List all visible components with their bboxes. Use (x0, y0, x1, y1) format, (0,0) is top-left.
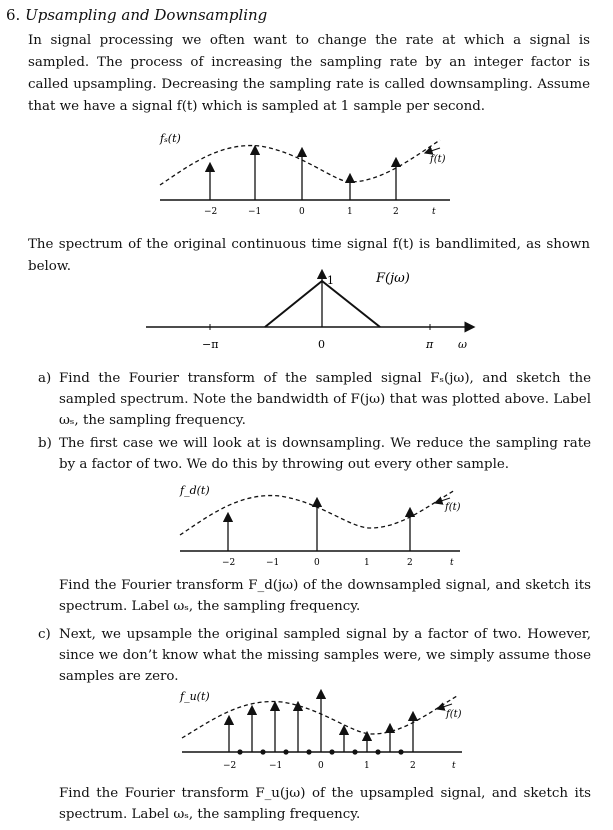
fig1-ylabel: fₛ(t) (160, 132, 181, 145)
spectrum-sentence: The spectrum of the original continuous time signal f(t) is bandlimited, as shown below. (28, 237, 590, 274)
part-a-label: a) (38, 371, 52, 386)
fig1-curve-label: f(t) (430, 154, 446, 165)
fig2-curve-label: f(t) (445, 502, 461, 513)
fig3-axis-label: t (452, 761, 456, 771)
spectrum-right-label: π (426, 338, 434, 351)
fig1-tick: −2 (204, 207, 218, 217)
fig1-tick: 0 (299, 207, 305, 217)
spectrum-title: F(jω) (376, 271, 410, 286)
fig3-curve-label: f(t) (446, 709, 462, 720)
fig3-zero-sample (352, 749, 357, 754)
fig1-curve-pointer (428, 148, 440, 152)
part-a (38, 368, 591, 431)
fig2-tick: −1 (266, 558, 280, 568)
fig2-tick: 2 (407, 558, 413, 568)
spectrum-left-label: −π (202, 338, 219, 351)
part-c-label: c) (38, 627, 51, 642)
part-b-after-text: Find the Fourier transform F_d(jω) of the downsampled signal, and sketch its spectrum. Label ωₛ, the sampling frequency. (59, 578, 591, 614)
part-b-label: b) (38, 436, 52, 451)
fig3-zero-sample (260, 749, 265, 754)
fig2-tick: −2 (222, 558, 236, 568)
downsampled-signal-figure (170, 480, 470, 570)
fig1-curve (160, 140, 440, 185)
fig3-tick: 0 (318, 761, 324, 771)
intro-paragraph: In signal processing we often want to change the rate at which a signal is sampled. The process of increasing the sampling rate by an integer factor is called upsampling. Decreasing the sampling rate is called downsampling. Assume that we have a signal f(t) which is sampled at 1 sample per second. (28, 33, 590, 114)
fig1-tick: 1 (347, 207, 353, 217)
part-c-after (38, 783, 591, 825)
part-a-text: Find the Fourier transform of the sampled signal Fₛ(jω), and sketch the sampled spectrum. Note the bandwidth of F(jω) that was plotted above. Label ωₛ, the sampling frequency. (59, 371, 591, 428)
fig2-axis-label: t (450, 558, 454, 568)
part-c-after-text: Find the Fourier transform F_u(jω) of the upsampled signal, and sketch its spectrum. Label ωₛ, the sampling frequency. (59, 786, 591, 822)
problem-heading (6, 6, 267, 24)
fig3-tick: −1 (269, 761, 283, 771)
fig3-zero-sample (237, 749, 242, 754)
part-c-text: Next, we upsample the original sampled signal by a factor of two. However, since we don’t know what the missing samples were, we simply assume those samples are zero. (59, 627, 591, 684)
problem-number: 6. (6, 6, 21, 24)
fig3-tick: 2 (410, 761, 416, 771)
fig3-zero-sample (375, 749, 380, 754)
spectrum-center-label: 0 (318, 338, 325, 351)
fig1-axis-label: t (432, 207, 436, 217)
sampled-signal-figure (150, 130, 460, 220)
spectrum-figure (140, 264, 480, 354)
part-b-text: The first case we will look at is downsampling. We reduce the sampling rate by a factor of two. We do this by throwing out every other sample. (59, 436, 591, 472)
fig3-zero-sample (306, 749, 311, 754)
fig3-zero-sample (329, 749, 334, 754)
problem-title: Upsampling and Downsampling (25, 6, 268, 24)
fig1-tick: 2 (393, 207, 399, 217)
fig2-ylabel: f_d(t) (180, 484, 210, 497)
part-b (38, 433, 591, 475)
spectrum-peak-label: 1 (327, 274, 334, 287)
fig1-tick: −1 (248, 207, 262, 217)
fig2-tick: 0 (314, 558, 320, 568)
fig3-zero-sample (283, 749, 288, 754)
fig2-tick: 1 (364, 558, 370, 568)
fig3-tick: 1 (364, 761, 370, 771)
part-b-after (38, 575, 591, 617)
fig3-ylabel: f_u(t) (180, 690, 210, 703)
fig3-curve (182, 696, 457, 738)
spectrum-axis-label: ω (458, 338, 467, 351)
upsampled-signal-figure (172, 688, 472, 778)
fig3-tick: −2 (223, 761, 237, 771)
part-c (38, 624, 591, 687)
fig3-zero-sample (398, 749, 403, 754)
